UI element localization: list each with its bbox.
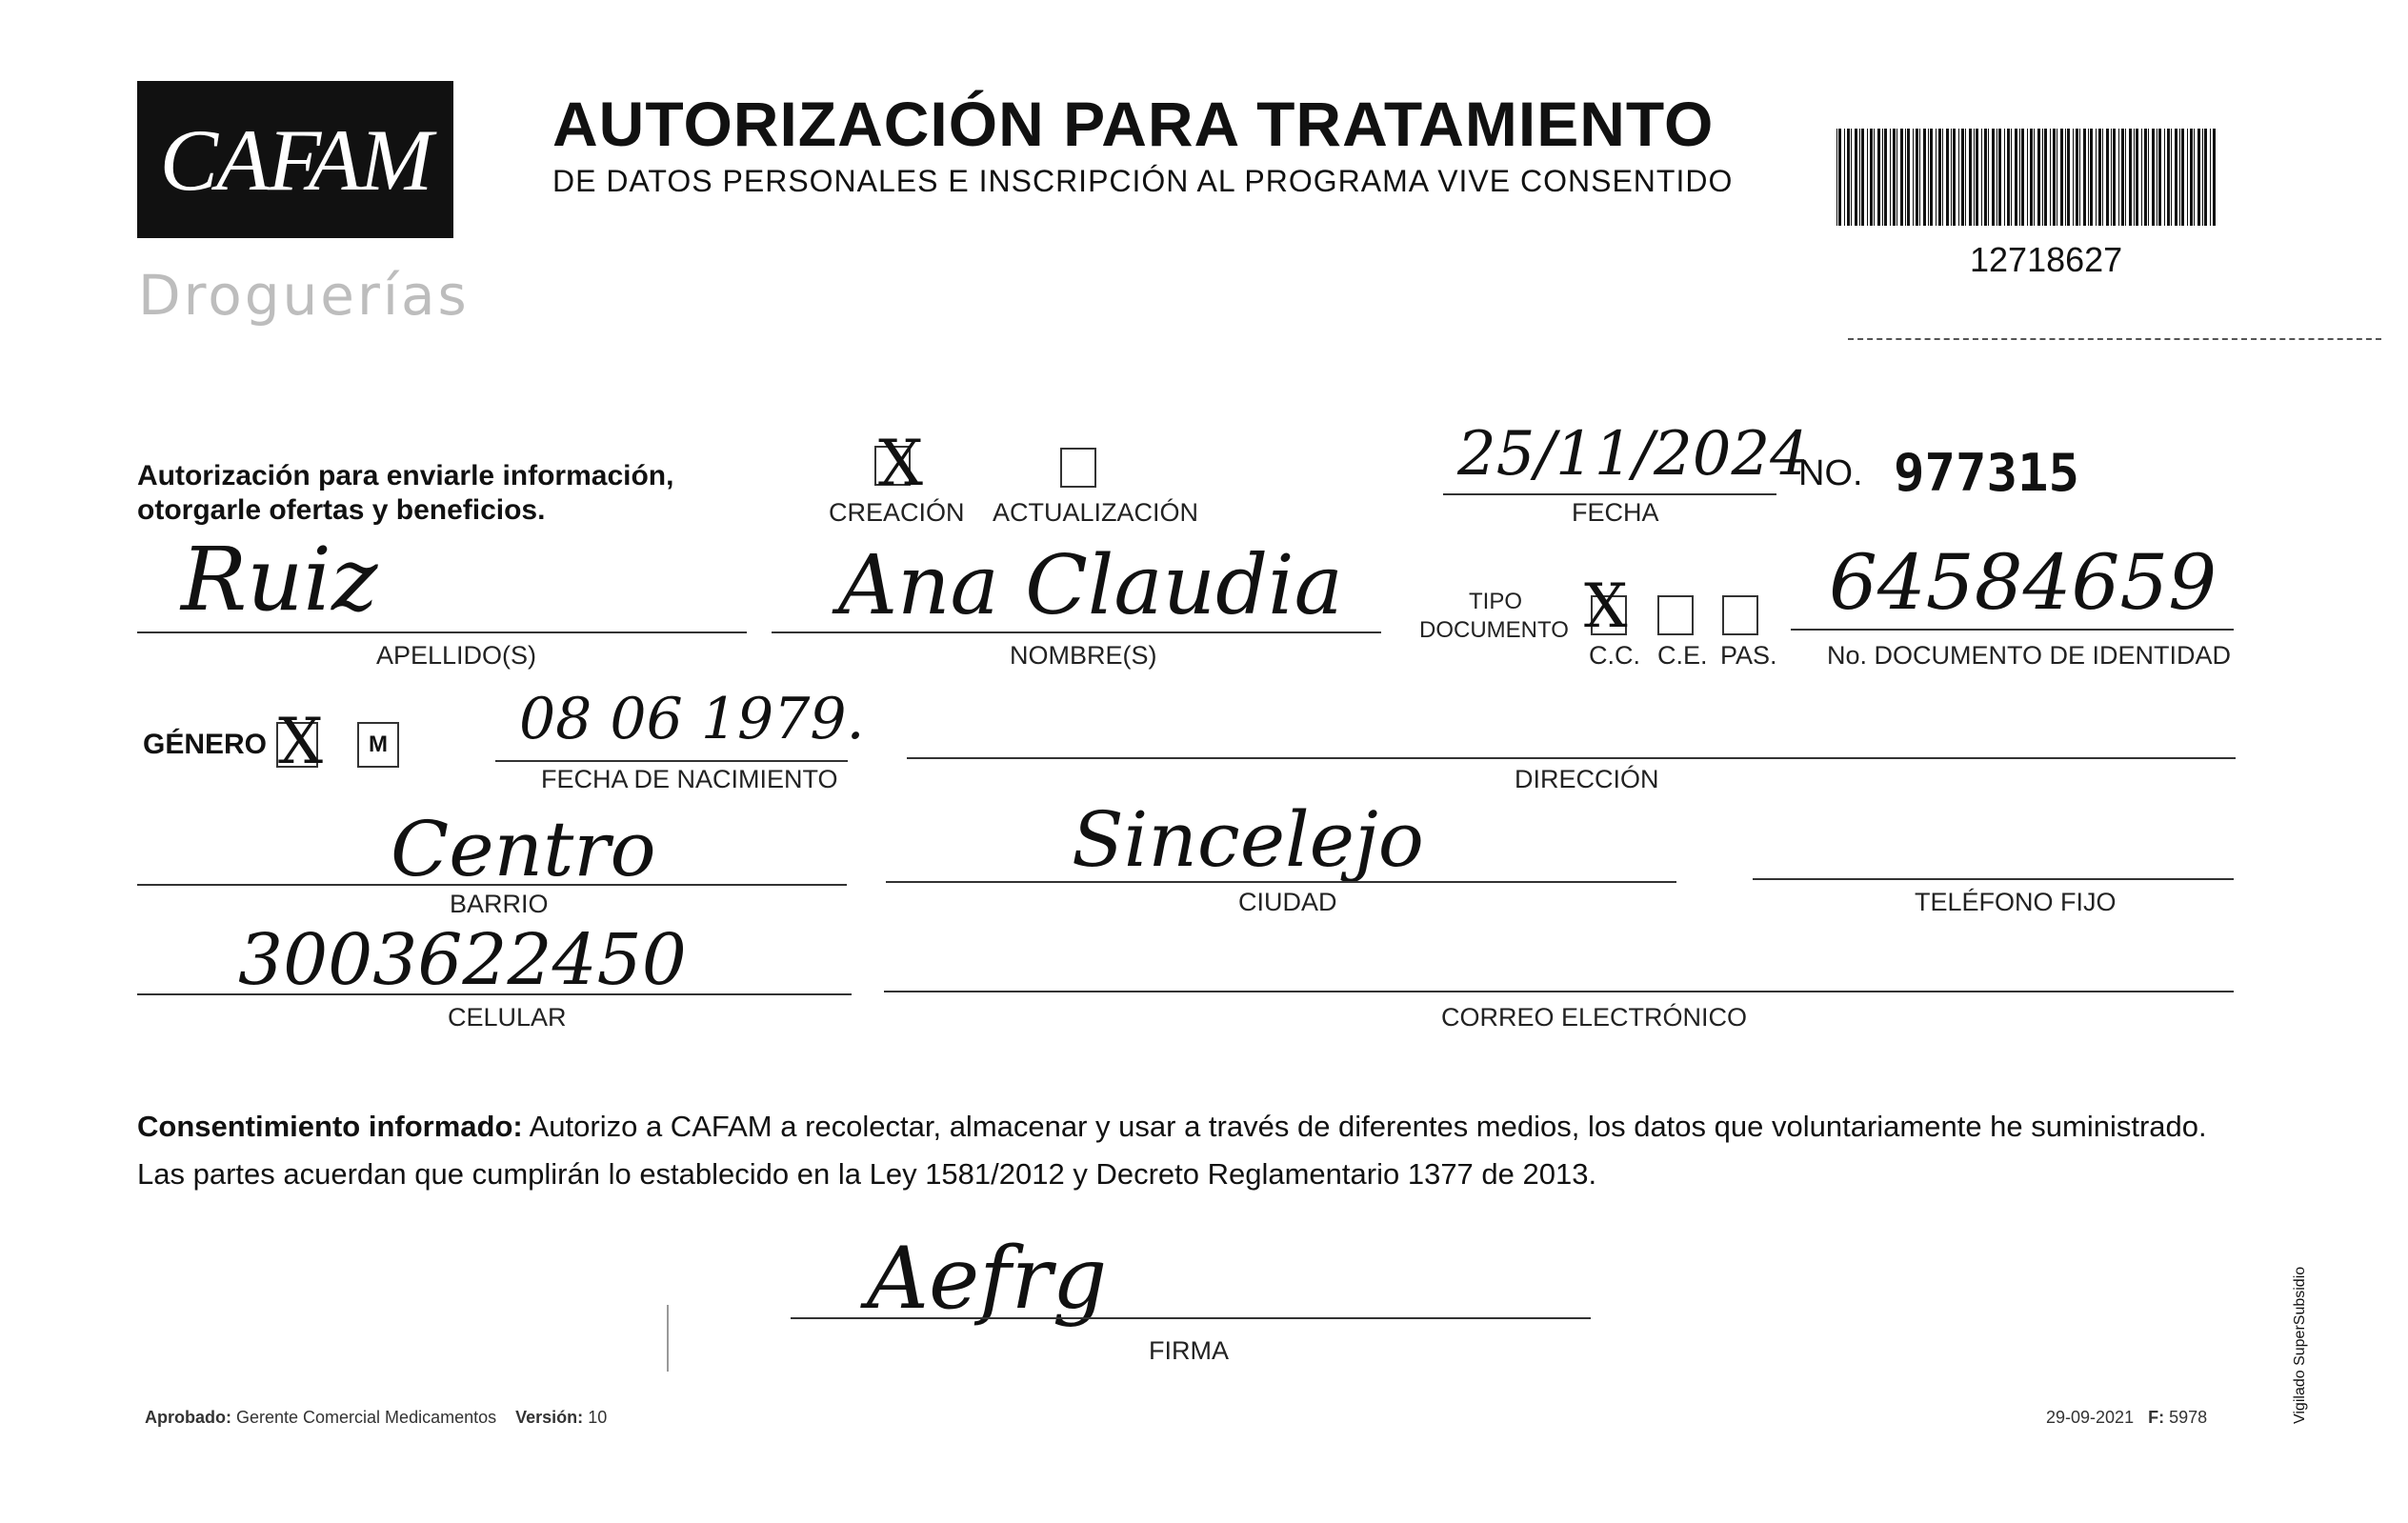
pas-label: PAS. <box>1720 641 1777 670</box>
footer-aprobado <box>145 1408 607 1428</box>
nacimiento-line[interactable] <box>495 760 848 762</box>
direccion-label: DIRECCIÓN <box>1515 765 1659 793</box>
correo-label: CORREO ELECTRÓNICO <box>1441 1003 1748 1032</box>
ciudad-line[interactable] <box>886 881 1676 883</box>
actualizacion-checkbox[interactable] <box>1060 448 1096 488</box>
signature-line[interactable] <box>791 1317 1591 1319</box>
nacimiento-label: FECHA DE NACIMIENTO <box>541 765 838 793</box>
nombre-label: NOMBRE(S) <box>1010 641 1157 670</box>
cc-label: C.C. <box>1589 641 1640 670</box>
apellido-value: Ruiz <box>181 529 378 631</box>
footer-form <box>2046 1408 2207 1428</box>
footer-date: 29-09-2021 <box>2046 1408 2135 1427</box>
form-label: F: <box>2148 1408 2165 1427</box>
actualizacion-label: ACTUALIZACIÓN <box>993 498 1199 527</box>
vigilado-stamp <box>2284 1214 2322 1424</box>
consent-heading: Consentimiento informado: <box>137 1110 523 1143</box>
version-value: 10 <box>588 1408 608 1427</box>
signature-label: FIRMA <box>1149 1336 1229 1365</box>
nombre-line[interactable] <box>772 631 1381 633</box>
tipo-label: TIPO <box>1469 589 1523 614</box>
creacion-mark: X <box>878 427 923 500</box>
correo-line[interactable] <box>884 991 2234 992</box>
signature-value: Aefrg <box>867 1229 1108 1329</box>
doc-label: No. DOCUMENTO DE IDENTIDAD <box>1827 641 2232 670</box>
cafam-logo <box>137 81 453 238</box>
genero-label: GÉNERO <box>143 729 268 760</box>
form-title: AUTORIZACIÓN PARA TRATAMIENTO <box>552 89 1715 159</box>
direccion-line[interactable] <box>907 757 2236 759</box>
logo-text: CAFAM <box>159 110 431 209</box>
no-value: 977315 <box>1894 443 2080 503</box>
ce-checkbox[interactable] <box>1657 595 1694 635</box>
genero-f-mark: X <box>278 705 323 778</box>
authorization-heading-1: Autorización para enviarle información, <box>137 460 674 491</box>
creacion-label: CREACIÓN <box>829 498 965 527</box>
aprobado-value: Gerente Comercial Medicamentos <box>236 1408 497 1427</box>
form-subtitle: DE DATOS PERSONALES E INSCRIPCIÓN AL PROGRAMA VIVE CONSENTIDO <box>552 164 1734 198</box>
ce-label: C.E. <box>1657 641 1708 670</box>
celular-value: 3003622450 <box>238 919 687 1001</box>
no-label: NO. <box>1798 453 1863 493</box>
cc-mark: X <box>1584 571 1628 642</box>
telefono-line[interactable] <box>1753 878 2234 880</box>
barrio-label: BARRIO <box>450 890 549 918</box>
pas-checkbox[interactable] <box>1722 595 1758 635</box>
consent-text-1: Autorizo a CAFAM a recolectar, almacenar y usar a través de diferentes medios, los datos que voluntariamente he suministrado. <box>522 1110 2207 1143</box>
header-dashed-line <box>1848 338 2381 340</box>
fecha-line <box>1443 493 1776 495</box>
barrio-value: Centro <box>391 805 656 893</box>
form-value: 5978 <box>2169 1408 2208 1427</box>
doc-value: 64584659 <box>1829 538 2217 627</box>
barrio-line[interactable] <box>137 884 847 886</box>
ciudad-value: Sincelejo <box>1072 795 1424 884</box>
doc-line[interactable] <box>1791 629 2234 631</box>
apellido-line[interactable] <box>137 631 747 633</box>
genero-m-label: M <box>369 731 388 757</box>
nacimiento-value: 08 06 1979. <box>519 686 865 752</box>
version-label: Versión: <box>515 1408 584 1427</box>
documento-label: DOCUMENTO <box>1419 617 1569 643</box>
barcode <box>1836 129 2217 226</box>
ciudad-label: CIUDAD <box>1238 888 1337 916</box>
fecha-value: 25/11/2024 <box>1457 419 1809 490</box>
telefono-label: TELÉFONO FIJO <box>1915 888 2117 916</box>
nombre-value: Ana Claudia <box>838 538 1343 633</box>
apellido-label: APELLIDO(S) <box>376 641 537 670</box>
celular-line[interactable] <box>137 993 852 995</box>
consent-text-2: Las partes acuerdan que cumplirán lo establecido en la Ley 1581/2012 y Decreto Reglamentario 1377 de 2013. <box>137 1157 1597 1191</box>
barcode-number: 12718627 <box>1970 240 2123 279</box>
scan-mark <box>667 1305 669 1372</box>
celular-label: CELULAR <box>448 1003 567 1032</box>
fecha-label: FECHA <box>1572 498 1659 527</box>
vigilado-text: Vigilado SuperSubsidio <box>2292 1266 2308 1424</box>
authorization-heading-2: otorgarle ofertas y beneficios. <box>137 494 546 526</box>
consent-paragraph <box>137 1103 2271 1198</box>
aprobado-label: Aprobado: <box>145 1408 231 1427</box>
logo-subtitle: Droguerías <box>138 263 470 328</box>
